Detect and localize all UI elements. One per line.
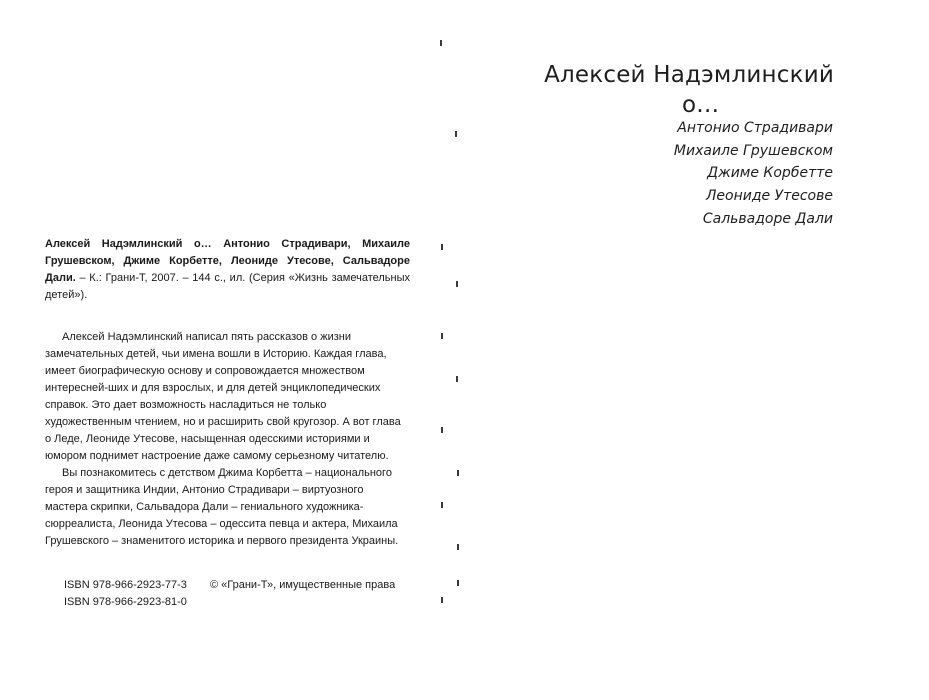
gutter-mark (441, 502, 443, 508)
annotation-paragraph-2: Вы познакомитесь с детством Джима Корбетта – национального героя и защитника Индии, Антонио Страдивари – виртуозного мастера скрипки, Сальвадора Дали – гениального художника-сюрреалиста, Леонида Утесова – одессита певца и актера, Михаила Грушевского – знаменитого историка и первого президента Украины. (45, 467, 399, 547)
annotation (45, 329, 405, 550)
isbn-block (64, 577, 187, 611)
gutter-mark (456, 376, 458, 382)
annotation-paragraph-1: Алексей Надэмлинский написал пять рассказов о жизни замечательных детей, чьи имена вошли в Историю. Каждая глава, имеет биографическую основу и сопровождается множеством интересней-ших и для взрослых, и для детей энциклопедических справок. Это дает возможность насладиться не только художественным чтением, но и расширить свой кругозор. А вот глава о Леде, Леониде Утесове, насыщенная одесскими историями и юмором поднимет настроение даже самому серьезному читателю. (45, 331, 401, 462)
subject-grushevsky: Михаиле Грушевском (673, 143, 833, 159)
gutter-mark (457, 580, 459, 586)
gutter-mark (441, 244, 443, 250)
subject-corbett: Джиме Корбетте (707, 165, 833, 181)
left-page (0, 0, 448, 700)
bibliographic-publisher: – К.: Грани-Т, 2007. – 144 с., ил. (Серия «Жизнь замечательных детей»). (45, 272, 410, 301)
gutter-mark (441, 427, 443, 433)
bibliographic-title: Алексей Надэмлинский о… Антонио Страдивари, Михаиле Грушевском, Джиме Корбетте, Леониде Утесове, Сальвадоре Дали. (45, 238, 410, 284)
subject-utesov: Леониде Утесове (705, 188, 833, 204)
right-page (448, 0, 929, 700)
gutter-mark (455, 131, 457, 137)
gutter-mark (457, 544, 459, 550)
gutter-mark (456, 281, 458, 287)
isbn-2: ISBN 978-966-2923-81-0 (64, 596, 187, 608)
gutter-mark (441, 597, 443, 603)
isbn-1: ISBN 978-966-2923-77-3 (64, 579, 187, 591)
subject-dali: Сальвадоре Дали (702, 211, 833, 227)
cover-author: Алексей Надэмлинский (544, 62, 834, 88)
cover-about: о… (682, 92, 720, 118)
copyright: © «Грани-Т», имущественные права (210, 579, 396, 591)
bibliographic-record (45, 236, 410, 304)
subject-stradivari: Антонио Страдивари (677, 120, 833, 136)
gutter-mark (457, 470, 459, 476)
gutter-mark (440, 40, 442, 46)
gutter-mark (441, 333, 443, 339)
